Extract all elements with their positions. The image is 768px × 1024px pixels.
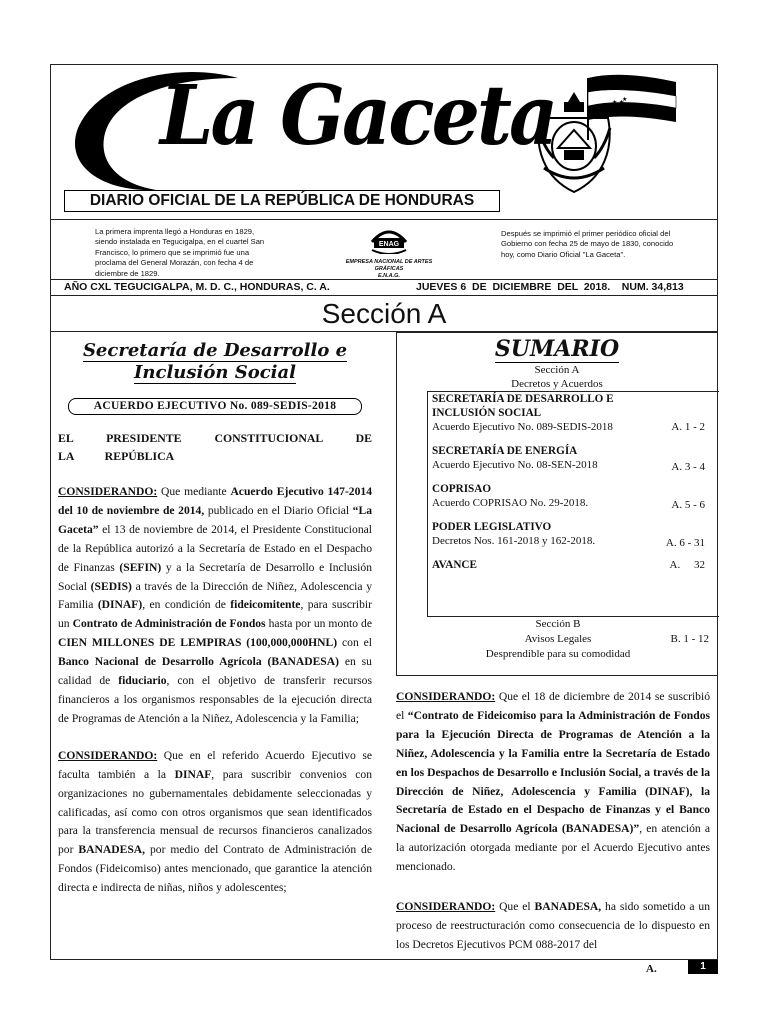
ministry-title: Secretaría de Desarrollo e Inclusión Social	[82, 340, 348, 383]
sumario-item: COPRISAO Acuerdo COPRISAO No. 29-2018. A. 5 - 6	[432, 483, 705, 511]
president-heading: EL PRESIDENTE CONSTITUCIONAL DE LA REPÚBLICA	[58, 431, 372, 463]
enag-logo-icon	[368, 224, 410, 254]
considerando-2: CONSIDERANDO: Que en el referido Acuerdo Ejecutivo se faculta también a la DINAF, para suscribir convenios con organizaciones no gubernamentales debidamente seleccionadas y calificadas, así como con otros organismos que sean identificados para la transferencia mensual de recursos financieros canalizados por BANADESA, por medio del Contrato de Administración de Fondos (Fideicomiso) antes mencionado, que garantice la atención directa e indirecta de niñas, niños y adolescentes;	[58, 748, 372, 895]
avisos-page: B. 1 - 12	[670, 633, 709, 645]
issue-info-bar	[50, 279, 718, 296]
sumario-item: PODER LEGISLATIVO Decretos Nos. 161-2018 y 162-2018. A. 6 - 31	[432, 521, 705, 549]
svg-text:★: ★	[622, 97, 628, 103]
avisos-legales: Avisos Legales	[524, 633, 592, 645]
enag-short: E.N.A.G.	[377, 273, 400, 279]
left-column	[58, 340, 372, 898]
history-note-right: Después se imprimió el primer periódico oficial del Gobierno con fecha 25 de mayo de 1830, conocido hoy, como Diario Oficial "La Gaceta".	[501, 229, 674, 259]
issue-year-location: AÑO CXL TEGUCIGALPA, M. D. C., HONDURAS, C. A.	[64, 281, 330, 293]
sumario-title: SUMARIO	[494, 336, 620, 362]
issue-date-number: JUEVES 6 DE DICIEMBRE DEL 2018. NUM. 34,813	[416, 281, 684, 293]
honduras-flag-icon	[582, 72, 682, 142]
considerando-1: CONSIDERANDO: Que mediante Acuerdo Ejecutivo 147-2014 del 10 de noviembre de 2014, publicado en el Diario Oficial “La Gaceta” el 13 de noviembre de 2014, el Presidente Constitucional de la República autorizó a la Secretaría de Estado en el Despacho de Finanzas (SEFIN) y a la Secretaría de Desarrollo e Inclusión Social (SEDIS) a través de la Dirección de Niñez, Adolescencia y Familia (DINAF), en condición de fideicomitente, para suscribir un Contrato de Administración de Fondos hasta por un monto de CIEN MILLONES DE LEMPIRAS (100,000,000HNL) con el Banco Nacional de Desarrollo Agrícola (BANADESA) en su calidad de fiduciario, con el objetivo de transferir recursos financieros a los organismos responsables de la ejecución directa de Programas de Atención a la Niñez, Adolescencia y la Familia;	[58, 485, 372, 725]
sumario-subtitle: Decretos y Acuerdos	[511, 378, 603, 390]
page-number: 1	[688, 960, 718, 974]
considerando-4: CONSIDERANDO: Que el BANADESA, ha sido sometido a un proceso de reestructuración como consecuencia de lo dispuesto en los Decretos Ejecutivos PCM 088-2017 del	[396, 900, 710, 951]
masthead-subtitle: DIARIO OFICIAL DE LA REPÚBLICA DE HONDURAS	[64, 190, 500, 212]
enag-emblem	[334, 224, 444, 280]
considerando-3: CONSIDERANDO: Que el 18 de diciembre de 2014 se suscribió el “Contrato de Fideicomiso para la Administración de Fondos para la Ejecución Directa de Programas de Atención a la Niñez, Adolescencia y la Familia entre la Secretaría de Estado en los Despachos de Desarrollo e Inclusión Social, a través de la Dirección de Niñez, Adolescencia y Familia (DINAF), la Secretaría de Estado en el Despacho de Finanzas y el Banco Nacional de Desarrollo Agrícola (BANADESA)”, en atención a la autorización otorgada mediante por el Acuerdo Ejecutivo antes mencionado.	[396, 690, 711, 874]
desprendible-note: Desprendible para su comodidad	[485, 648, 631, 660]
sumario-item: AVANCE A. 32	[432, 559, 705, 571]
history-note-left: La primera imprenta llegó a Honduras en 1829, siendo instalada en Tegucigalpa, en el cuartel San Francisco, lo primero que se imprimió fue una proclama del General Morazán, con fecha 4 de diciembre de 1829.	[95, 227, 265, 278]
considerando-4-wrap	[396, 898, 710, 955]
page-section-letter: A.	[646, 963, 657, 975]
sumario-item: SECRETARÍA DE DESARROLLO E INCLUSIÓN SOCIAL Acuerdo Ejecutivo No. 089-SEDIS-2018 A. 1 - 2	[432, 393, 705, 433]
sumario-box	[396, 332, 718, 676]
section-title: Sección A	[50, 296, 718, 332]
considerando-3-wrap	[396, 688, 710, 877]
gaceta-logo: La Gaceta	[160, 67, 556, 164]
sumario-section-b: Sección B Avisos Legales B. 1 - 12 Desprendible para su comodidad	[397, 617, 719, 662]
sumario-list	[427, 391, 719, 617]
svg-text:ENAG: ENAG	[378, 241, 400, 248]
acuerdo-heading: ACUERDO EJECUTIVO No. 089-SEDIS-2018	[68, 398, 362, 415]
sumario-section: Sección A	[534, 364, 580, 376]
sumario-item: SECRETARÍA DE ENERGÍA Acuerdo Ejecutivo No. 08-SEN-2018 A. 3 - 4	[432, 445, 705, 473]
svg-text:★ ★: ★ ★	[612, 100, 625, 106]
enag-name: EMPRESA NACIONAL DE ARTES GRÁFICAS	[345, 259, 433, 272]
